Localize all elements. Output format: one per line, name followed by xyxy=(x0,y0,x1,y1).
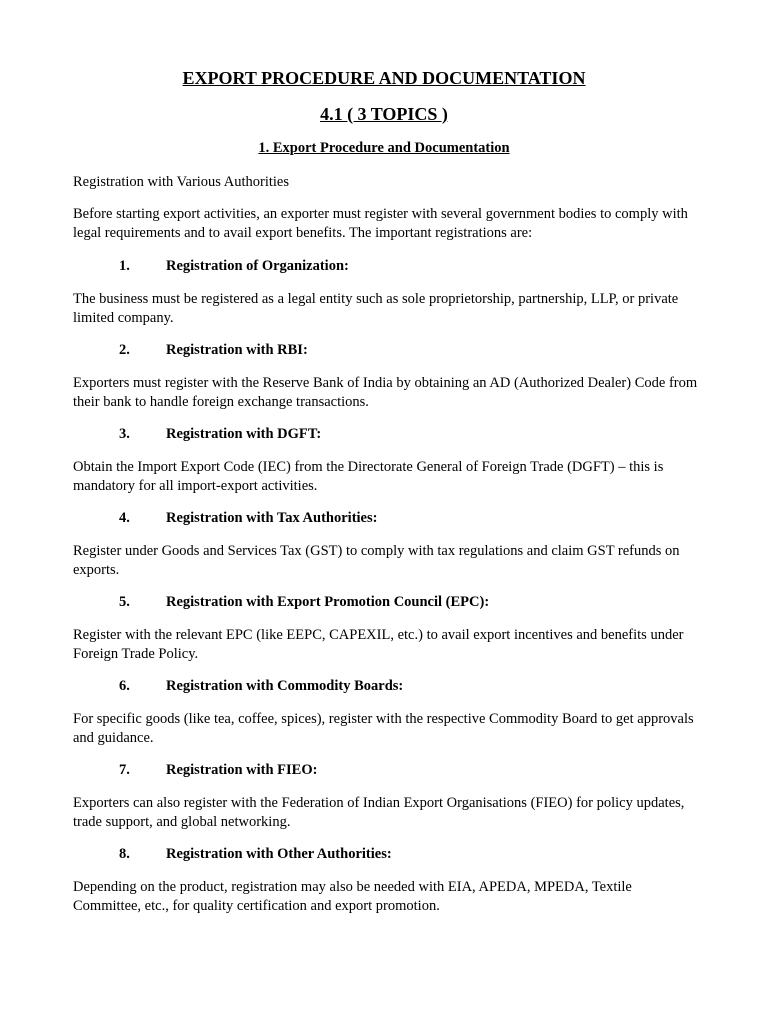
list-item-number: 3. xyxy=(119,426,130,442)
list-item-label: Registration with Other Authorities: xyxy=(166,846,392,862)
list-item-text: Register with the relevant EPC (like EEPC, CAPEXIL, etc.) to avail export incentives and benefits under Foreign Trade Policy. xyxy=(73,627,684,662)
intro-text: Before starting export activities, an exporter must register with several government bodies to comply with legal requirements and to avail export benefits. The important registrations are: xyxy=(73,206,688,241)
list-item-label: Registration with Tax Authorities: xyxy=(166,510,378,526)
list-item-text: Depending on the product, registration may also be needed with EIA, APEDA, MPEDA, Textile Committee, etc., for quality certification and export promotion. xyxy=(73,879,632,914)
list-item-text: For specific goods (like tea, coffee, spices), register with the respective Commodity Board to get approvals and guidance. xyxy=(73,711,694,746)
list-item-text: Obtain the Import Export Code (IEC) from the Directorate General of Foreign Trade (DGFT) – this is mandatory for all import-export activities. xyxy=(73,459,664,494)
list-item-number: 4. xyxy=(119,510,130,526)
list-item-title xyxy=(119,257,349,275)
list-item-number: 6. xyxy=(119,678,130,694)
list-item-text: Register under Goods and Services Tax (GST) to comply with tax regulations and claim GST refunds on exports. xyxy=(73,543,680,578)
list-item-label: Registration with RBI: xyxy=(166,342,308,358)
list-item-text: The business must be registered as a legal entity such as sole proprietorship, partnership, LLP, or private limited company. xyxy=(73,291,679,326)
list-item-text: Exporters must register with the Reserve Bank of India by obtaining an AD (Authorized Dealer) Code from their bank to handle foreign exchange transactions. xyxy=(73,375,698,410)
list-item-label: Registration with DGFT: xyxy=(166,426,322,442)
list-item-label: Registration with FIEO: xyxy=(166,762,318,778)
list-item-label: Registration with Commodity Boards: xyxy=(166,678,404,694)
list-item-title xyxy=(119,761,317,779)
list-item-title xyxy=(119,425,321,443)
list-item-number: 5. xyxy=(119,594,130,610)
list-item-title xyxy=(119,677,403,695)
list-item-number: 8. xyxy=(119,846,130,862)
list-item-title xyxy=(119,509,377,527)
list-item-number: 2. xyxy=(119,342,130,358)
intro-heading: Registration with Various Authorities xyxy=(73,174,290,190)
list-item-title xyxy=(119,845,392,863)
list-item-label: Registration with Export Promotion Council (EPC): xyxy=(166,594,490,610)
document-title: EXPORT PROCEDURE AND DOCUMENTATION xyxy=(182,68,586,88)
list-item-number: 1. xyxy=(119,258,130,274)
list-item-number: 7. xyxy=(119,762,130,778)
list-item-text: Exporters can also register with the Federation of Indian Export Organisations (FIEO) for policy updates, trade support, and global networking. xyxy=(73,795,685,830)
list-item-title xyxy=(119,593,489,611)
list-item-title xyxy=(119,341,308,359)
document-subtitle: 4.1 ( 3 TOPICS ) xyxy=(320,104,448,124)
section-heading: 1. Export Procedure and Documentation xyxy=(258,140,510,156)
list-item-label: Registration of Organization: xyxy=(166,258,349,274)
